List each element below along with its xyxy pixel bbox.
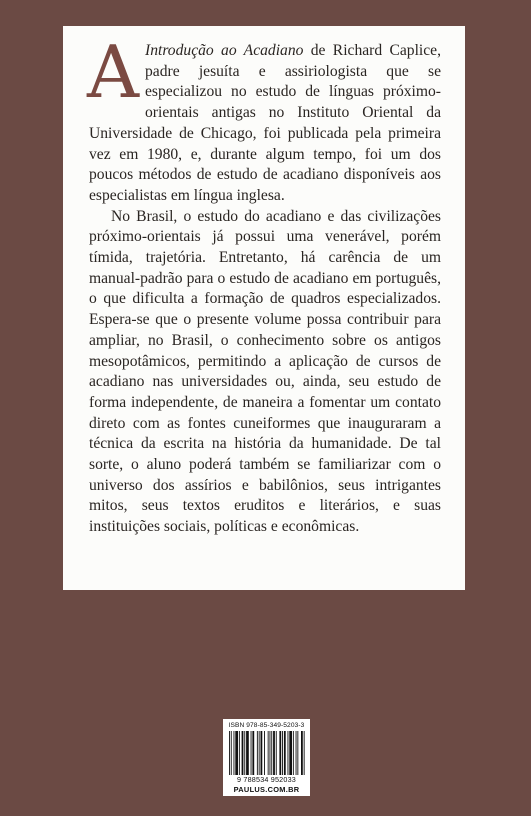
barcode-bar bbox=[251, 731, 252, 775]
barcode-bar bbox=[268, 731, 269, 775]
barcode-bar bbox=[282, 731, 283, 775]
barcode-bar bbox=[244, 731, 245, 775]
barcode-bar bbox=[284, 731, 286, 775]
barcode-bar bbox=[257, 731, 258, 775]
barcode-bar bbox=[261, 731, 263, 775]
back-cover-text bbox=[87, 30, 441, 538]
isbn-text: ISBN 978-85-349-5203-3 bbox=[228, 722, 305, 729]
barcode-icon bbox=[229, 731, 306, 775]
book-title: Introdução ao Acadiano bbox=[145, 42, 304, 59]
barcode-bar bbox=[270, 731, 271, 775]
barcode-bar bbox=[229, 731, 230, 775]
publisher-website: PAULUS.COM.BR bbox=[233, 785, 300, 794]
barcode-bar bbox=[235, 731, 238, 775]
barcode-bar bbox=[279, 731, 281, 775]
drop-cap: A bbox=[87, 30, 139, 114]
barcode-bar bbox=[273, 731, 275, 775]
paragraph-2: No Brasil, o estudo do acadiano e das civilizações próximo-orientais já possui uma venerável, porém tímida, trajetória. Entretanto, há carência de um manual-padrão para o estudo de acadiano em português, o que dificulta a formação de quadros especializados. Espera-se que o presente volume possa contribuir para ampliar, no Brasil, o conhecimento sobre os antigos mesopotâmicos, permitindo a aplicação de cursos de acadiano nas universidades ou, ainda, seu estudo de forma independente, de maneira a fomentar um contato direto com as fontes cuneiformes que inauguraram a técnica da escrita na história da humanidade. De tal sorte, o aluno poderá também se familiarizar com o universo dos assírios e babilônios, seus intrigantes mitos, seus textos eruditos e literários, e suas instituições sociais, políticas e econômicas. bbox=[89, 207, 441, 536]
barcode-bar bbox=[288, 731, 289, 775]
barcode-bar bbox=[297, 731, 298, 775]
barcode-bar bbox=[276, 731, 277, 775]
barcode-bar bbox=[304, 731, 305, 775]
barcode-bar bbox=[289, 731, 292, 775]
paragraph-1 bbox=[87, 30, 441, 207]
barcode-bar bbox=[259, 731, 260, 775]
barcode-bar bbox=[231, 731, 232, 775]
barcode-bar bbox=[301, 731, 303, 775]
paragraph-1-text: de Richard Caplice, padre jesuíta e assiriologista que se especializou no estudo de línguas próximo-orientais antigas no Instituto Oriental da Universidade de Chicago, foi publicada pela primeira vez em 1980, e, durante algum tempo, foi um dos poucos métodos de estudo de acadiano disponíveis aos especialistas em língua inglesa. bbox=[89, 42, 441, 204]
text-panel bbox=[63, 26, 465, 590]
barcode-bar bbox=[239, 731, 240, 775]
barcode-label bbox=[223, 719, 310, 796]
barcode-bar bbox=[252, 731, 254, 775]
barcode-bar bbox=[242, 731, 244, 775]
barcode-bar bbox=[293, 731, 294, 775]
barcode-bar bbox=[246, 731, 249, 775]
barcode-bar bbox=[234, 731, 235, 775]
barcode-bar bbox=[271, 731, 272, 775]
barcode-bar bbox=[296, 731, 297, 775]
barcode-bar bbox=[264, 731, 265, 775]
barcode-digits: 9 788534 952033 bbox=[237, 775, 296, 784]
